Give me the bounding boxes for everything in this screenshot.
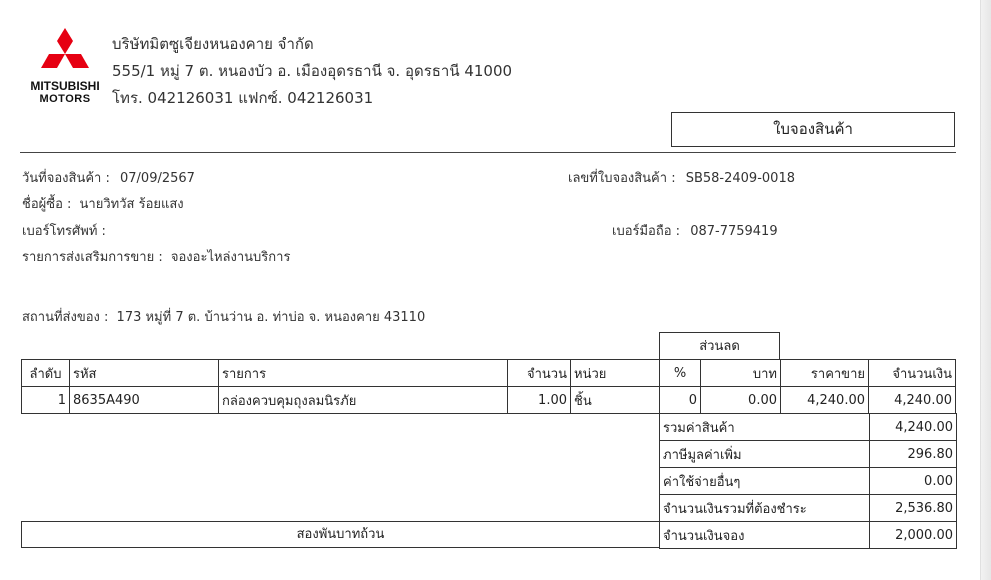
booking-date-label: วันที่จองสินค้า : [22,171,110,186]
cell-disc-pct: 0 [660,387,701,414]
booking-date-value: 07/09/2567 [120,171,195,186]
vat-value: 296.80 [870,441,957,468]
mobile-label: เบอร์มือถือ : [612,224,681,239]
col-amount: จำนวนเงิน [869,360,956,387]
delivery-value: 173 หมู่ที่ 7 ต. บ้านว่าน อ. ท่าบ่อ จ. หนองคาย 43110 [116,310,426,325]
cell-seq: 1 [22,387,70,414]
booking-number [568,167,795,188]
col-unit: หน่วย [571,360,660,387]
col-qty: จำนวน [508,360,571,387]
mitsubishi-logo [20,28,110,108]
subtotal-label: รวมค่าสินค้า [660,414,870,441]
buyer [22,193,184,214]
promotion [22,246,290,267]
summary-table [659,413,957,549]
cell-unit: ชิ้น [571,387,660,414]
phone-label: เบอร์โทรศัพท์ : [22,224,106,239]
logo-text-mitsubishi: MITSUBISHI [30,79,100,93]
other-value: 0.00 [870,468,957,495]
deposit-label: จำนวนเงินจอง [660,522,870,549]
cell-code: 8635A490 [70,387,219,414]
cell-amount: 4,240.00 [869,387,956,414]
booking-number-label: เลขที่ใบจองสินค้า : [568,171,676,186]
promotion-value: จองอะไหล่งานบริการ [170,250,291,265]
company-address: 555/1 หมู่ 7 ต. หนองบัว อ. เมืองอุดรธานี จ. อุดรธานี 41000 [112,62,513,80]
cell-qty: 1.00 [508,387,571,414]
company-name: บริษัทมิตซูเจียงหนองคาย จำกัด [112,35,314,53]
phone [22,220,106,241]
delivery-label: สถานที่ส่งของ : [22,310,109,325]
document-title: ใบจองสินค้า [671,112,955,147]
total-value: 2,536.80 [870,495,957,522]
subtotal-value: 4,240.00 [870,414,957,441]
buyer-value: นายวิทวัส ร้อยแสง [79,197,184,212]
items-table [21,359,956,414]
other-label: ค่าใช้จ่ายอื่นๆ [660,468,870,495]
summary-row-vat [660,441,957,468]
header-divider [20,152,956,153]
col-disc-baht: บาท [701,360,781,387]
mobile-value: 087-7759419 [690,224,778,239]
page-edge-scrollbar [980,0,991,580]
company-contact: โทร. 042126031 แฟกซ์. 042126031 [112,89,374,107]
summary-row-deposit [660,522,957,549]
discount-header: ส่วนลด [659,332,780,360]
cell-price: 4,240.00 [781,387,869,414]
promotion-label: รายการส่งเสริมการขาย : [22,250,163,265]
deposit-value: 2,000.00 [870,522,957,549]
three-diamonds-icon [32,28,98,76]
cell-disc-baht: 0.00 [701,387,781,414]
total-label: จำนวนเงินรวมที่ต้องชำระ [660,495,870,522]
summary-row-total [660,495,957,522]
buyer-label: ชื่อผู้ซื้อ : [22,197,72,212]
table-row [22,387,956,414]
summary-row-other [660,468,957,495]
logo-text-motors: MOTORS [39,93,91,105]
vat-label: ภาษีมูลค่าเพิ่ม [660,441,870,468]
col-seq: ลำดับ [22,360,70,387]
col-item: รายการ [219,360,508,387]
deposit-amount-words: สองพันบาทถ้วน [21,521,659,548]
booking-date [22,167,195,188]
booking-number-value: SB58-2409-0018 [685,171,795,186]
table-header-row [22,360,956,387]
mobile [612,220,778,241]
col-code: รหัส [70,360,219,387]
col-disc-pct: % [660,360,701,387]
cell-item: กล่องควบคุมถุงลมนิรภัย [219,387,508,414]
delivery-address [22,306,425,327]
col-price: ราคาขาย [781,360,869,387]
summary-row-subtotal [660,414,957,441]
